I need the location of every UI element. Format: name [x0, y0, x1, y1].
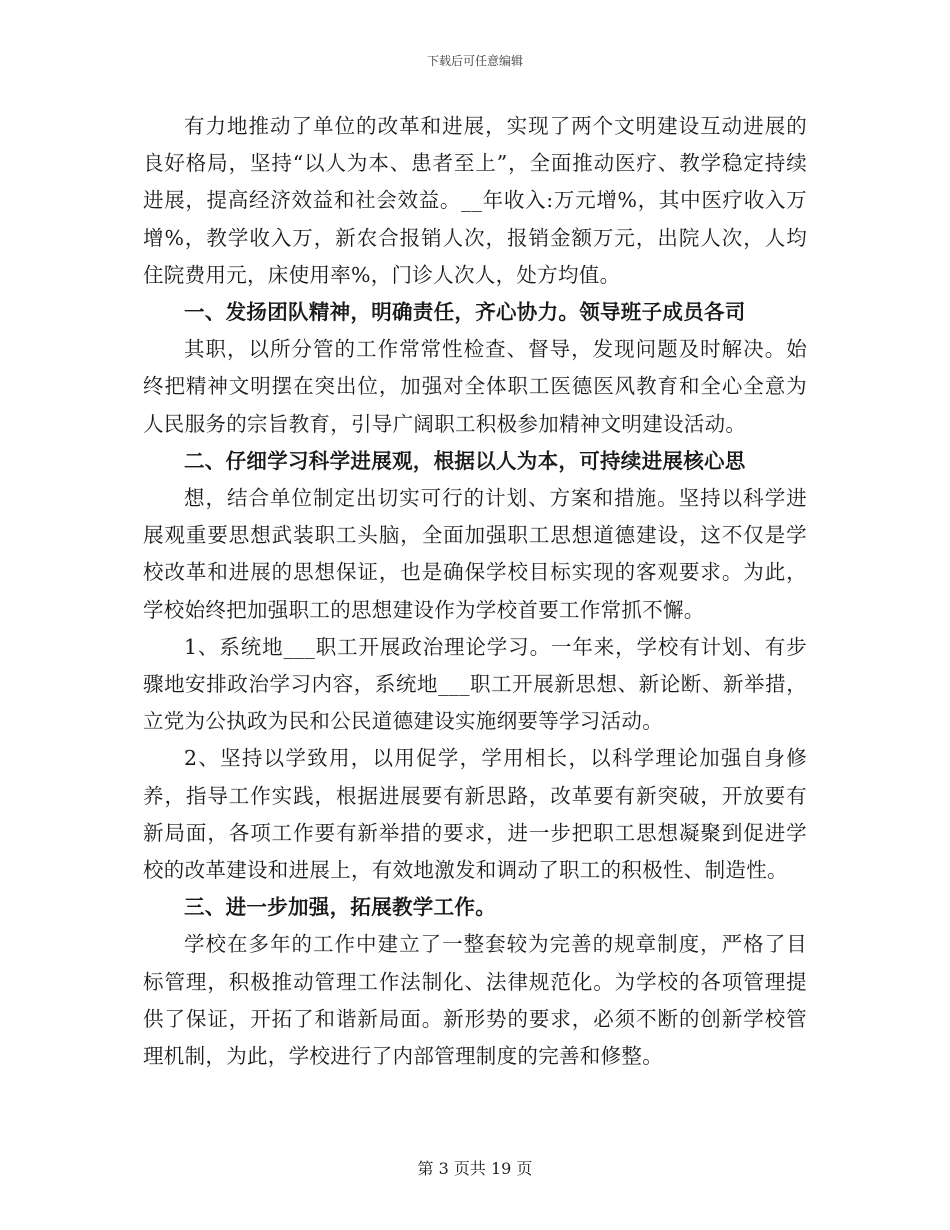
- page-footer: 第 3 页共 19 页: [417, 1159, 533, 1178]
- paragraph-intro: 有力地推动了单位的改革和进展，实现了两个文明建设互动进展的良好格局，坚持“以人为本、患者至上”，全面推动医疗、教学稳定持续进展，提高经济效益和社会效益。__年收入:万元增%，其中医疗收入万增%，教学收入万，新农合报销人次，报销金额万元，出院人次，人均住院费用元，床使用率%，门诊人次人，处方均值。: [143, 114, 807, 287]
- document-body: [143, 108, 807, 1075]
- paragraph-section-1: 其职，以所分管的工作常常性检查、督导，发现问题及时解决。始终把精神文明摆在突出位，加强对全体职工医德医风教育和全心全意为人民服务的宗旨教育，引导广阔职工积极参加精神文明建设活动。: [143, 337, 807, 436]
- section-heading-2: 二、仔细学习科学进展观，根据以人为本，可持续进展核心思: [184, 448, 746, 473]
- paragraph-section-2: 想，结合单位制定出切实可行的计划、方案和措施。坚持以科学进展观重要思想武装职工头脑，全面加强职工思想道德建设，这不仅是学校改革和进展的思想保证，也是确保学校目标实现的客观要求。为此，学校始终把加强职工的思想建设作为学校首要工作常抓不懈。: [143, 486, 807, 622]
- section-heading-3: 三、进一步加强，拓展教学工作。: [184, 895, 496, 920]
- paragraph-section-3: 学校在多年的工作中建立了一整套较为完善的规章制度，严格了目标管理，积极推动管理工作法制化、法律规范化。为学校的各项管理提供了保证，开拓了和谐新局面。新形势的要求，必须不断的创新学校管理机制，为此，学校进行了内部管理制度的完善和修整。: [143, 932, 807, 1069]
- section-heading-1: 一、发扬团队精神，明确责任，齐心协力。领导班子成员各司: [184, 300, 746, 325]
- paragraph-item-2: 2、坚持以学致用，以用促学，学用相长，以科学理论加强自身修养，指导工作实践，根据进展要有新思路，改革要有新突破，开放要有新局面，各项工作要有新举措的要求，进一步把职工思想凝聚到促进学校的改革建设和进展上，有效地激发和调动了职工的积极性、制造性。: [143, 746, 807, 883]
- paragraph-item-1: 1、系统地___职工开展政治理论学习。一年来，学校有计划、有步骤地安排政治学习内容，系统地___职工开展新思想、新论断、新举措，立党为公执政为民和公民道德建设实施纲要等学习活动。: [143, 634, 807, 734]
- page-header: 下载后可任意编辑: [426, 54, 523, 68]
